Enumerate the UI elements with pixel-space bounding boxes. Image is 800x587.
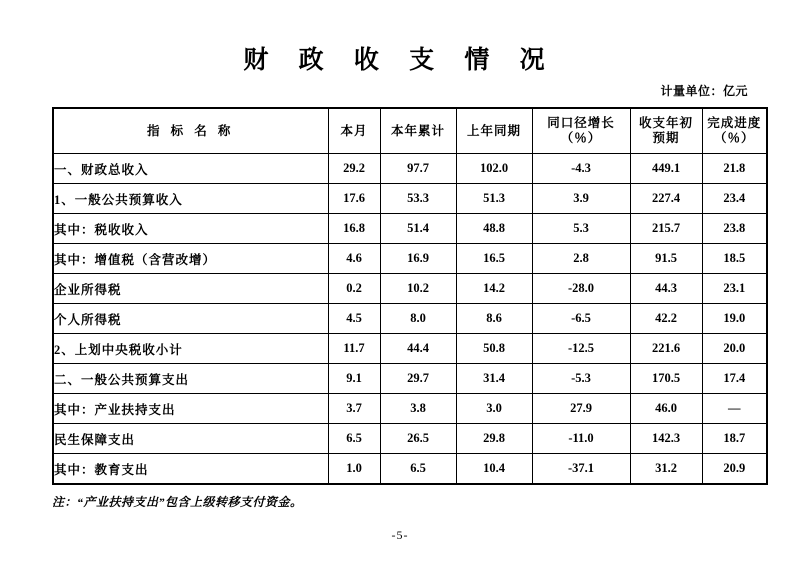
cell-year-cumulative: 3.8 bbox=[380, 394, 456, 424]
cell-progress: 18.5 bbox=[702, 244, 767, 274]
cell-growth: -4.3 bbox=[532, 154, 630, 184]
row-label: 2、上划中央税收小计 bbox=[53, 334, 328, 364]
column-header-year-cumulative: 本年累计 bbox=[380, 108, 456, 154]
column-header-month: 本月 bbox=[328, 108, 380, 154]
cell-month: 17.6 bbox=[328, 184, 380, 214]
table-row bbox=[53, 304, 767, 334]
cell-progress: 21.8 bbox=[702, 154, 767, 184]
cell-last-year-same-period: 102.0 bbox=[456, 154, 532, 184]
cell-year-cumulative: 26.5 bbox=[380, 424, 456, 454]
cell-month: 0.2 bbox=[328, 274, 380, 304]
row-label: 企业所得税 bbox=[53, 274, 328, 304]
row-label: 其中：税收收入 bbox=[53, 214, 328, 244]
cell-progress: 20.9 bbox=[702, 454, 767, 485]
cell-last-year-same-period: 8.6 bbox=[456, 304, 532, 334]
row-label: 一、财政总收入 bbox=[53, 154, 328, 184]
cell-annual-budget: 170.5 bbox=[630, 364, 702, 394]
row-label: 民生保障支出 bbox=[53, 424, 328, 454]
row-label: 其中：教育支出 bbox=[53, 454, 328, 485]
cell-growth: -5.3 bbox=[532, 364, 630, 394]
cell-growth: -37.1 bbox=[532, 454, 630, 485]
column-header-growth-line1: 同口径增长 bbox=[547, 116, 615, 130]
column-header-last-year-same-period: 上年同期 bbox=[456, 108, 532, 154]
row-label: 个人所得税 bbox=[53, 304, 328, 334]
cell-growth: 2.8 bbox=[532, 244, 630, 274]
document-page bbox=[0, 40, 800, 587]
cell-year-cumulative: 44.4 bbox=[380, 334, 456, 364]
cell-year-cumulative: 51.4 bbox=[380, 214, 456, 244]
table-row bbox=[53, 244, 767, 274]
cell-last-year-same-period: 10.4 bbox=[456, 454, 532, 485]
table-header-row bbox=[53, 108, 767, 154]
cell-month: 6.5 bbox=[328, 424, 380, 454]
cell-last-year-same-period: 51.3 bbox=[456, 184, 532, 214]
table-row bbox=[53, 334, 767, 364]
cell-annual-budget: 449.1 bbox=[630, 154, 702, 184]
cell-growth: -11.0 bbox=[532, 424, 630, 454]
table-row bbox=[53, 424, 767, 454]
cell-year-cumulative: 29.7 bbox=[380, 364, 456, 394]
cell-progress: 23.4 bbox=[702, 184, 767, 214]
cell-last-year-same-period: 14.2 bbox=[456, 274, 532, 304]
cell-month: 3.7 bbox=[328, 394, 380, 424]
cell-last-year-same-period: 3.0 bbox=[456, 394, 532, 424]
cell-year-cumulative: 53.3 bbox=[380, 184, 456, 214]
table-container bbox=[0, 107, 800, 485]
page-number: -5- bbox=[391, 528, 409, 542]
row-label: 1、一般公共预算收入 bbox=[53, 184, 328, 214]
table-body bbox=[53, 154, 767, 485]
column-header-budget-line2: 预期 bbox=[652, 131, 680, 145]
cell-month: 16.8 bbox=[328, 214, 380, 244]
page-title: 财 政 收 支 情 况 bbox=[243, 47, 557, 74]
cell-progress: 17.4 bbox=[702, 364, 767, 394]
cell-progress: 23.8 bbox=[702, 214, 767, 244]
cell-growth: 27.9 bbox=[532, 394, 630, 424]
column-header-progress bbox=[702, 108, 767, 154]
cell-growth: 3.9 bbox=[532, 184, 630, 214]
cell-month: 29.2 bbox=[328, 154, 380, 184]
cell-annual-budget: 91.5 bbox=[630, 244, 702, 274]
cell-month: 4.5 bbox=[328, 304, 380, 334]
cell-annual-budget: 46.0 bbox=[630, 394, 702, 424]
cell-growth: -6.5 bbox=[532, 304, 630, 334]
cell-year-cumulative: 6.5 bbox=[380, 454, 456, 485]
cell-progress: 20.0 bbox=[702, 334, 767, 364]
cell-annual-budget: 31.2 bbox=[630, 454, 702, 485]
table-row bbox=[53, 394, 767, 424]
cell-month: 4.6 bbox=[328, 244, 380, 274]
row-label: 其中：产业扶持支出 bbox=[53, 394, 328, 424]
row-label: 二、一般公共预算支出 bbox=[53, 364, 328, 394]
table-row bbox=[53, 274, 767, 304]
cell-annual-budget: 42.2 bbox=[630, 304, 702, 334]
cell-growth: 5.3 bbox=[532, 214, 630, 244]
table-row bbox=[53, 364, 767, 394]
cell-last-year-same-period: 48.8 bbox=[456, 214, 532, 244]
cell-progress: 18.7 bbox=[702, 424, 767, 454]
cell-last-year-same-period: 31.4 bbox=[456, 364, 532, 394]
cell-last-year-same-period: 16.5 bbox=[456, 244, 532, 274]
column-header-progress-line2: （％） bbox=[713, 131, 755, 145]
cell-month: 9.1 bbox=[328, 364, 380, 394]
cell-year-cumulative: 10.2 bbox=[380, 274, 456, 304]
cell-month: 11.7 bbox=[328, 334, 380, 364]
column-header-growth-line2: （％） bbox=[560, 131, 602, 145]
table-row bbox=[53, 154, 767, 184]
cell-progress: — bbox=[702, 394, 767, 424]
measurement-unit-label: 计量单位：亿元 bbox=[660, 84, 748, 98]
table-row bbox=[53, 184, 767, 214]
cell-growth: -28.0 bbox=[532, 274, 630, 304]
column-header-indicator-name: 指 标 名 称 bbox=[53, 108, 328, 154]
cell-last-year-same-period: 29.8 bbox=[456, 424, 532, 454]
cell-year-cumulative: 97.7 bbox=[380, 154, 456, 184]
cell-annual-budget: 215.7 bbox=[630, 214, 702, 244]
table-row bbox=[53, 214, 767, 244]
cell-annual-budget: 142.3 bbox=[630, 424, 702, 454]
cell-progress: 19.0 bbox=[702, 304, 767, 334]
cell-month: 1.0 bbox=[328, 454, 380, 485]
financial-summary-table bbox=[52, 107, 768, 485]
table-row bbox=[53, 454, 767, 485]
cell-year-cumulative: 8.0 bbox=[380, 304, 456, 334]
column-header-progress-line1: 完成进度 bbox=[707, 116, 762, 130]
cell-last-year-same-period: 50.8 bbox=[456, 334, 532, 364]
column-header-growth bbox=[532, 108, 630, 154]
cell-progress: 23.1 bbox=[702, 274, 767, 304]
column-header-budget-line1: 收支年初 bbox=[638, 116, 693, 130]
column-header-annual-budget bbox=[630, 108, 702, 154]
cell-growth: -12.5 bbox=[532, 334, 630, 364]
cell-year-cumulative: 16.9 bbox=[380, 244, 456, 274]
row-label: 其中：增值税（含营改增） bbox=[53, 244, 328, 274]
cell-annual-budget: 227.4 bbox=[630, 184, 702, 214]
table-footnote: 注：“产业扶持支出”包含上级转移支付资金。 bbox=[52, 495, 303, 509]
cell-annual-budget: 44.3 bbox=[630, 274, 702, 304]
cell-annual-budget: 221.6 bbox=[630, 334, 702, 364]
